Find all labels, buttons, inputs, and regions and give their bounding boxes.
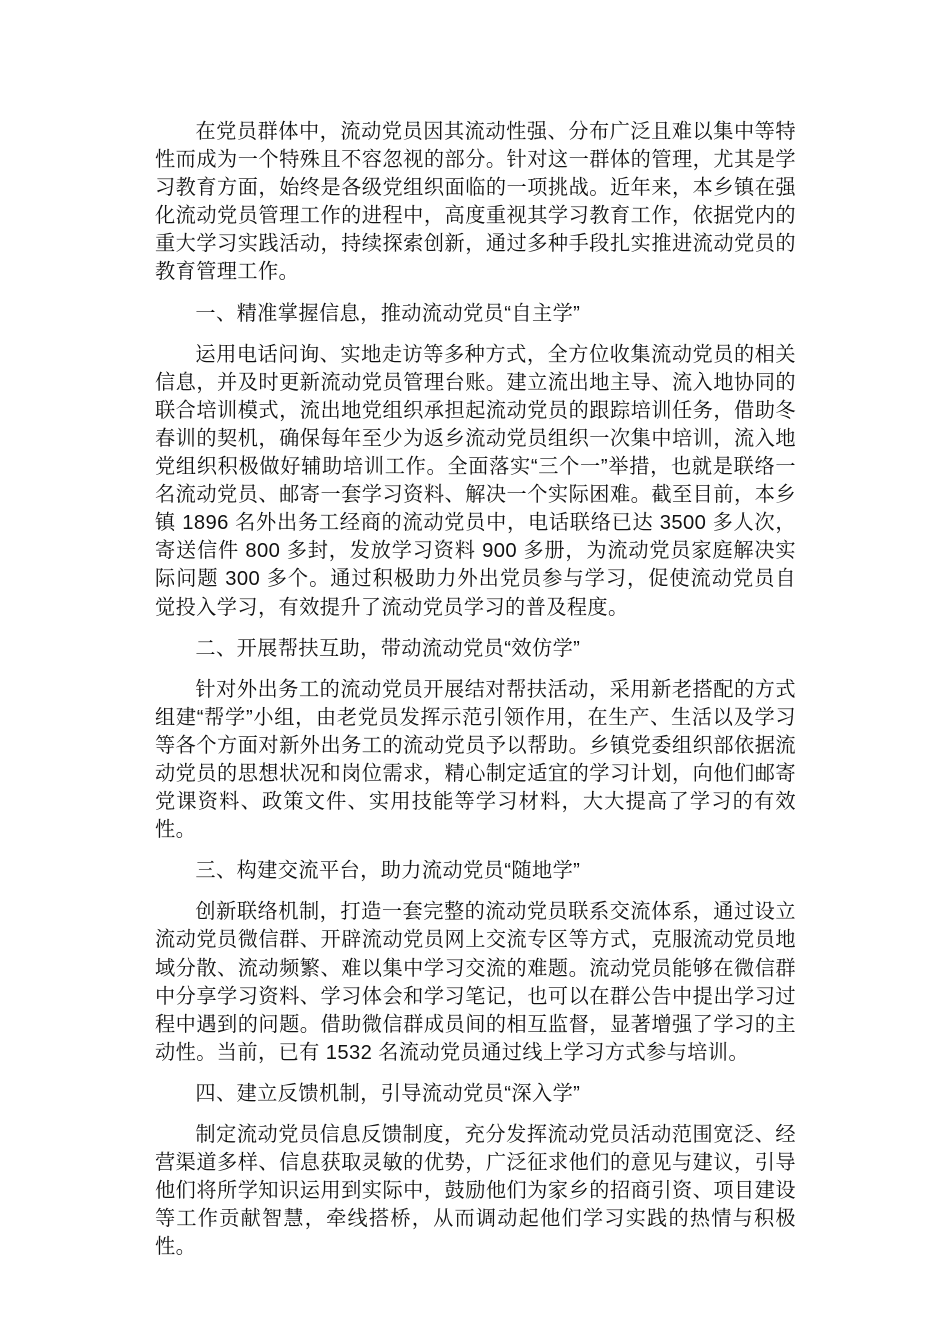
section-one-paragraph: 运用电话问询、实地走访等多种方式，全方位收集流动党员的相关信息，并及时更新流动党员管理台账。建立流出地主导、流入地协同的联合培训模式，流出地党组织承担起流动党员的跟踪培训任务，借助冬春训的契机，确保每年至少为返乡流动党员组织一次集中培训，流入地党组织积极做好辅助培训工作。全面落实“三个一”举措，也就是联络一名流动党员、邮寄一套学习资料、解决一个实际困难。截至目前，本乡镇 1896 名外出务工经商的流动党员中，电话联络已达 3500 多人次，寄送信件 800 多封，发放学习资料 900 多册，为流动党员家庭解决实际问题 300 多个。通过积极助力外出党员参与学习，促使流动党员自觉投入学习，有效提升了流动党员学习的普及程度。 <box>155 343 796 619</box>
intro-paragraph: 在党员群体中，流动党员因其流动性强、分布广泛且难以集中等特性而成为一个特殊且不容忽视的部分。针对这一群体的管理，尤其是学习教育方面，始终是各级党组织面临的一项挑战。近年来，本乡镇在强化流动党员管理工作的进程中，高度重视其学习教育工作，依据党内的重大学习实践活动，持续探索创新，通过多种手段扎实推进流动党员的教育管理工作。 <box>155 121 796 284</box>
section-heading-three: 三、构建交流平台，助力流动党员“随地学” <box>195 860 581 883</box>
document-body <box>155 118 796 1261</box>
section-heading-one: 一、精准掌握信息，推动流动党员“自主学” <box>195 302 581 325</box>
section-four-paragraph: 制定流动党员信息反馈制度，充分发挥流动党员活动范围宽泛、经营渠道多样、信息获取灵敏的优势，广泛征求他们的意见与建议，引导他们将所学知识运用到实际中，鼓励他们为家乡的招商引资、项目建设等工作贡献智慧，牵线搭桥，从而调动起他们学习实践的热情与积极性。 <box>155 1124 796 1259</box>
section-three-paragraph: 创新联络机制，打造一套完整的流动党员联系交流体系，通过设立流动党员微信群、开辟流动党员网上交流专区等方式，克服流动党员地域分散、流动频繁、难以集中学习交流的难题。流动党员能够在微信群中分享学习资料、学习体会和学习笔记，也可以在群公告中提出学习过程中遇到的问题。借助微信群成员间的相互监督，显著增强了学习的主动性。当前，已有 1532 名流动党员通过线上学习方式参与培训。 <box>155 901 796 1064</box>
section-heading-two: 二、开展帮扶互助，带动流动党员“效仿学” <box>195 637 581 660</box>
section-two-paragraph: 针对外出务工的流动党员开展结对帮扶活动，采用新老搭配的方式组建“帮学”小组，由老党员发挥示范引领作用，在生产、生活以及学习等各个方面对新外出务工的流动党员予以帮助。乡镇党委组织部依据流动党员的思想状况和岗位需求，精心制定适宜的学习计划，向他们邮寄党课资料、政策文件、实用技能等学习材料，大大提高了学习的有效性。 <box>155 678 796 842</box>
section-heading-four: 四、建立反馈机制，引导流动党员“深入学” <box>195 1082 581 1105</box>
